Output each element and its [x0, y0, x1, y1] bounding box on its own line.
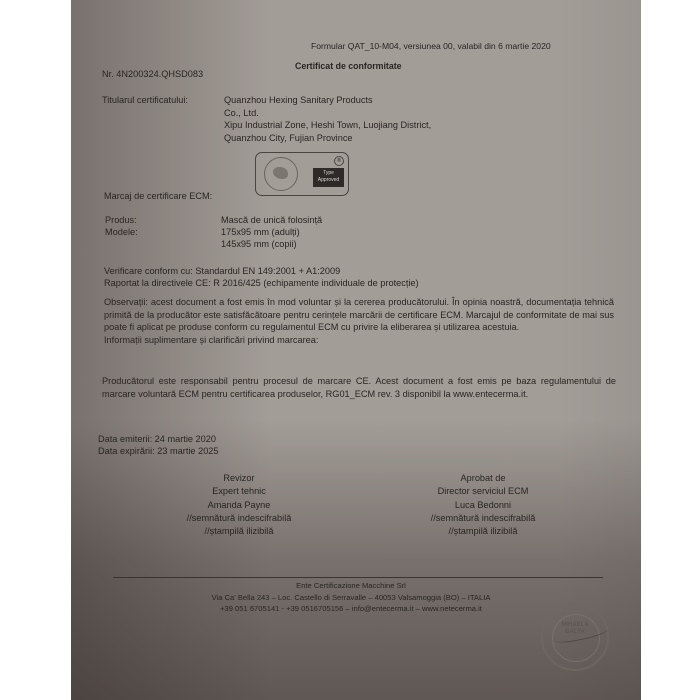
holder-label: Titularul certificatului: [102, 95, 188, 105]
signature-name: Amanda Payne [207, 499, 271, 510]
models-label: Modele: [105, 227, 138, 237]
certificate-number: Nr. 4N200324.QHSD083 [102, 69, 204, 79]
signature-role: Revizor [223, 473, 255, 483]
holder-line: Co., Ltd. [224, 107, 259, 118]
footer-divider [113, 577, 603, 578]
observations-section [104, 296, 614, 346]
model-child: 145x95 mm (copii) [221, 239, 297, 249]
signature-role: Aprobat de [460, 473, 506, 483]
signature-note: //semnătură indescifrabilă [430, 512, 536, 523]
reviewer-signature-block [159, 472, 319, 538]
signature-title: Expert tehnic [212, 486, 266, 497]
footer [131, 580, 571, 615]
stamp-note: //ștampilă ilizibilă [448, 526, 518, 537]
product-value: Mască de unică folosință [221, 215, 323, 225]
certificate-page [71, 0, 641, 700]
holder-line: Quanzhou City, Fujian Province [224, 132, 353, 143]
holder-line: Xipu Industrial Zone, Heshi Town, Luojiang District, [224, 120, 432, 130]
document-title: Certificat de conformitate [295, 61, 402, 71]
approver-signature-block [403, 472, 563, 538]
registered-icon: ® [334, 156, 344, 166]
verification-standard: Verificare conform cu: Standardul EN 149:2001 + A1:2009 [104, 266, 341, 276]
signature-title: Director serviciul ECM [437, 486, 529, 497]
ce-directive: Raportat la directivele CE: R 2016/425 (echipamente individuale de protecție) [104, 278, 419, 288]
type-approved-badge: Type Approved [313, 168, 344, 187]
footer-contact: +39 051 6705141 - +39 0516705156 – info@entecerma.it – www.netecerma.it [220, 604, 482, 613]
stamp-name: MIHAELA BALTA [561, 622, 589, 635]
producer-note: Producătorul este responsabil pentru procesul de marcare CE. Acest document a fost emis pe baza regulamentului de marcare voluntară ECM pentru certificarea produselor, RG01_ECM rev. 3 disponibil la www.entecerma.it. [102, 376, 616, 399]
ecm-certification-logo [255, 152, 349, 196]
additional-info-heading: Informații suplimentare și clarificări privind marcarea: [104, 334, 319, 345]
stamp-note: //ștampilă ilizibilă [204, 526, 274, 537]
form-reference: Formular QAT_10-M04, versiunea 00, valabil din 6 martie 2020 [311, 41, 551, 51]
signature-name: Luca Bedonni [454, 499, 512, 510]
translator-stamp [541, 603, 609, 671]
model-adult: 175x95 mm (adulți) [221, 227, 300, 237]
europe-map-icon [264, 157, 298, 191]
footer-address: Via Ca' Bella 243 – Loc. Castello di Serravalle – 40053 Valsamoggia (BO) – ITALIA [211, 592, 491, 602]
footer-company: Ente Certificazione Macchine Srl [296, 581, 406, 590]
ecm-mark-label: Marcaj de certificare ECM: [104, 191, 213, 201]
product-label: Produs: [105, 215, 137, 225]
observations-text: Observații: acest document a fost emis în mod voluntar și la cererea producătorului. În opinia noastră, documentația tehnică primită de la producător este satisfăcătoare pentru cerințele marcării de certificare ECM. Marcajul de conformitate de mai sus poate fi aplicat pe produse conform cu regulamentul ECM cu privire la eliberarea și utilizarea acestuia. [104, 297, 614, 332]
expiry-date: Data expirării: 23 martie 2025 [98, 446, 219, 456]
holder-line: Quanzhou Hexing Sanitary Products [224, 95, 373, 105]
holder-details [224, 94, 431, 144]
signature-note: //semnătură indescifrabilă [186, 512, 292, 523]
issue-date: Data emiterii: 24 martie 2020 [98, 434, 216, 444]
